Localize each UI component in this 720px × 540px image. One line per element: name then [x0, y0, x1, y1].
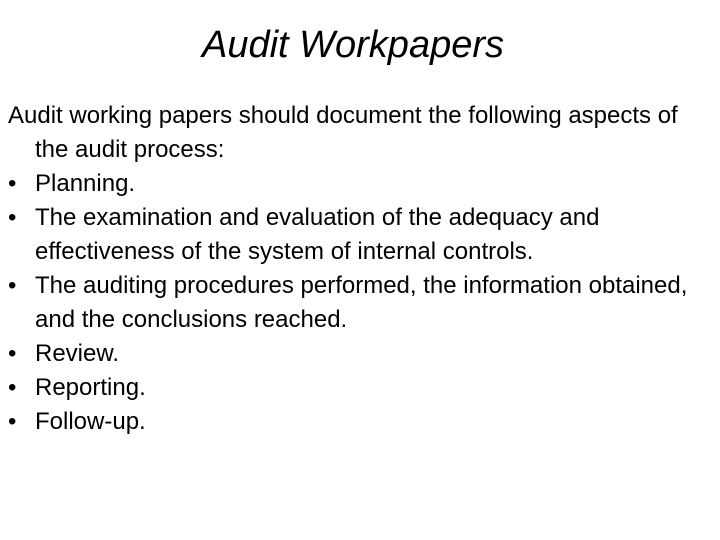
intro-paragraph: Audit working papers should document the following aspects of the audit process:	[8, 102, 678, 163]
slide-title: Audit Workpapers	[201, 24, 504, 66]
bullet-icon: •	[8, 340, 17, 367]
bullet-item-planning	[8, 167, 708, 201]
bullet-text: Review.	[35, 340, 120, 367]
bullet-icon: •	[8, 374, 17, 401]
bullet-icon: •	[8, 408, 17, 435]
bullet-item-follow-up	[8, 405, 708, 439]
bullet-icon: •	[8, 272, 17, 299]
bullet-icon: •	[8, 204, 17, 231]
bullet-text: The examination and evaluation of the adequacy and effectiveness of the system of internal controls.	[35, 204, 600, 265]
bullet-icon: •	[8, 170, 17, 197]
bullet-text: Follow-up.	[35, 408, 146, 435]
bullet-item-reporting	[8, 371, 708, 405]
bullet-list	[8, 167, 708, 439]
bullet-text: Planning.	[35, 170, 136, 197]
bullet-text: The auditing procedures performed, the information obtained, and the conclusions reached.	[35, 272, 688, 333]
bullet-item-procedures	[8, 269, 708, 337]
bullet-item-internal-controls	[8, 201, 708, 269]
bullet-text: Reporting.	[35, 374, 146, 401]
slide-body	[8, 99, 708, 439]
bullet-item-review	[8, 337, 708, 371]
